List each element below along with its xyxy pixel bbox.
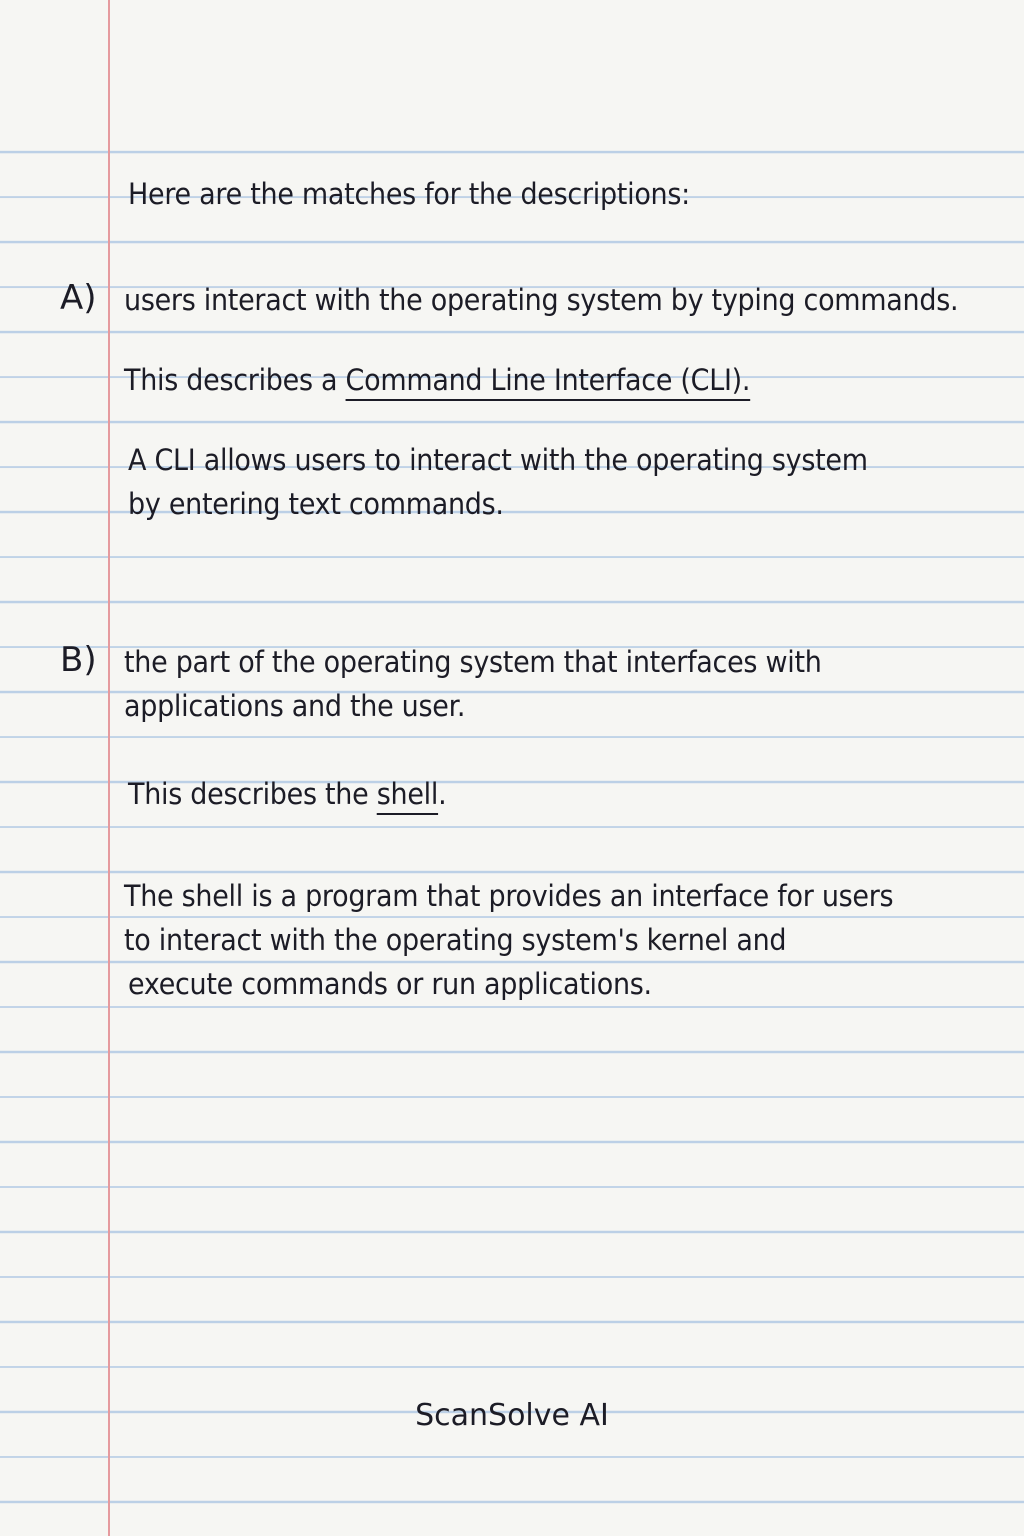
item-a-explanation-line-2: by entering text commands.	[128, 487, 504, 521]
item-a-answer-prefix: This describes a	[124, 363, 346, 397]
intro-text: Here are the matches for the descriptions:	[128, 177, 690, 211]
footer-brand: ScanSolve AI	[415, 1398, 609, 1433]
margin-line	[108, 0, 110, 1536]
item-a-answer	[124, 358, 750, 402]
item-b-explanation-line-2: to interact with the operating system's kernel and	[124, 923, 787, 957]
item-b-explanation-line-1: The shell is a program that provides an interface for users	[124, 879, 894, 913]
item-b-answer-prefix: This describes the	[128, 777, 377, 811]
item-a-description: users interact with the operating system by typing commands.	[124, 283, 959, 317]
item-a-answer-term: Command Line Interface (CLI).	[345, 363, 751, 397]
item-b-answer	[128, 772, 446, 816]
item-b-answer-suffix: .	[438, 777, 447, 811]
item-b-description-line-1: the part of the operating system that interfaces with	[124, 645, 822, 679]
item-b-description-line-2: applications and the user.	[124, 689, 466, 723]
item-b-explanation-line-3: execute commands or run applications.	[128, 967, 652, 1001]
item-b-answer-term: shell	[376, 777, 439, 811]
item-a-explanation-line-1: A CLI allows users to interact with the operating system	[128, 443, 868, 477]
item-a-label: A)	[60, 278, 97, 318]
item-b-label: B)	[60, 640, 97, 680]
